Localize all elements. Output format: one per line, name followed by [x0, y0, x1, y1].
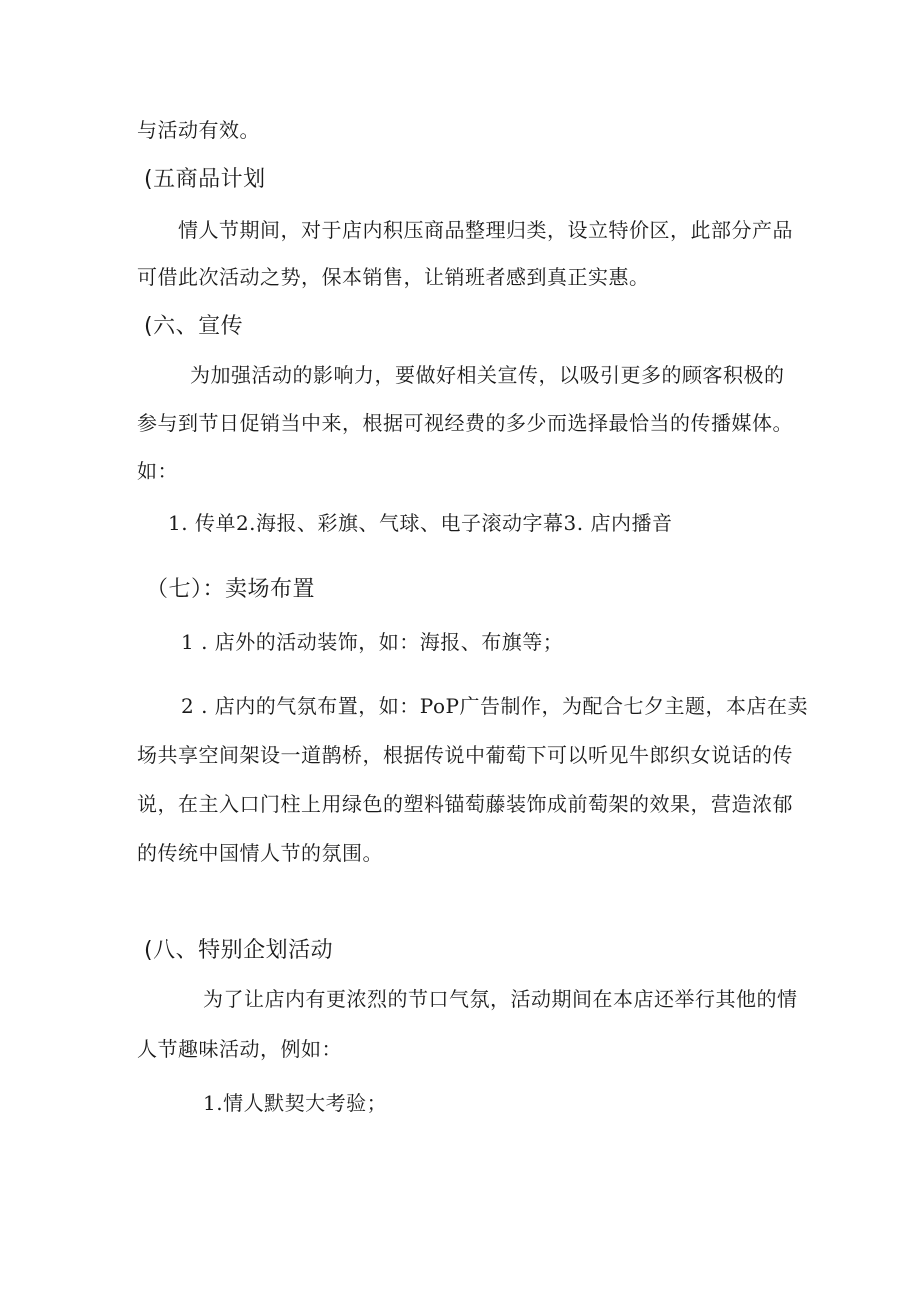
- body-text-line: 为加强活动的影响力，要做好相关宣传，以吸引更多的顾客积极的: [190, 363, 785, 387]
- body-text-line: 如：: [137, 459, 178, 483]
- body-text-line: 的传统中国情人节的氛围。: [137, 841, 383, 865]
- section-heading-7: （七）：卖场布置: [146, 577, 316, 602]
- list-item-line: 2 . 店内的气氛布置，如：PoP广告制作，为配合七夕主题，本店在卖: [181, 694, 808, 718]
- body-text-line: 情人节期间，对于店内积压商品整理归类，设立特价区，此部分产品: [178, 218, 793, 242]
- body-text-line: 人节趣味活动，例如：: [137, 1037, 342, 1061]
- section-heading-8: (八、特别企划活动: [144, 938, 334, 963]
- list-item-line: 1 . 店外的活动装饰，如：海报、布旗等；: [181, 630, 564, 654]
- section-heading-5: (五商品计划: [144, 167, 266, 192]
- list-item-line: 1.情人默契大考验；: [203, 1091, 388, 1115]
- section-heading-6: (六、宣传: [144, 314, 244, 339]
- body-text-line: 说，在主入口门柱上用绿色的塑料锚萄藤装饰成前萄架的效果，营造浓郁: [137, 792, 793, 816]
- body-text-line: 与活动有效。: [137, 118, 260, 142]
- body-text-line: 为了让店内有更浓烈的节口气氛，活动期间在本店还举行其他的情: [203, 987, 798, 1011]
- body-text-line: 参与到节日促销当中来，根据可视经费的多少而选择最恰当的传播媒体。: [137, 411, 793, 435]
- body-text-line: 可借此次活动之势，保本销售，让销班者感到真正实惠。: [137, 265, 650, 289]
- body-text-line: 场共享空间架设一道鹊桥，根据传说中葡萄下可以听见牛郎织女说话的传: [137, 743, 793, 767]
- list-item-line: 1. 传单2.海报、彩旗、气球、电子滚动字幕3. 店内播音: [168, 511, 673, 535]
